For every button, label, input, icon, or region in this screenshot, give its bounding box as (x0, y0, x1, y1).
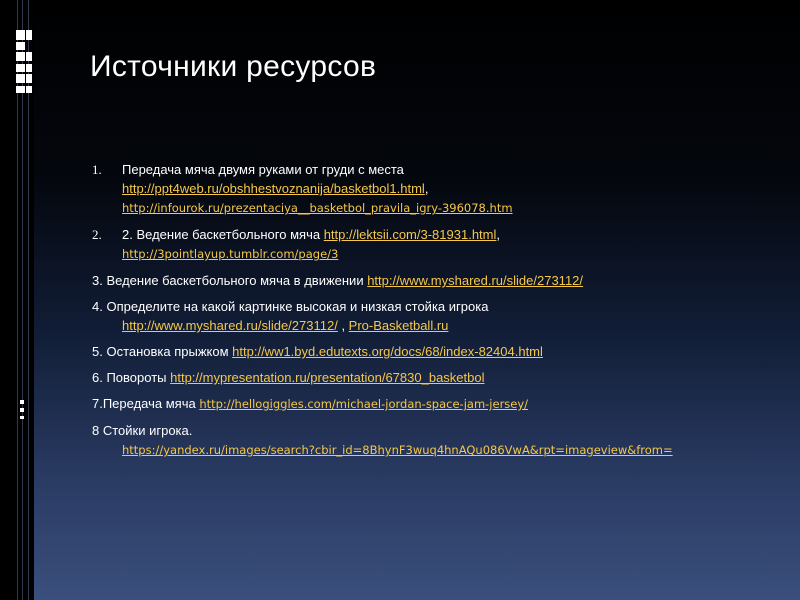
list-item: 2. 2. Ведение баскетбольного мяча http://lektsii.com/3-81931.html, http://3pointlayup.tumblr.com/page/3 (92, 225, 782, 264)
link[interactable]: http://www.myshared.ru/slide/273112/ (122, 318, 338, 333)
link[interactable]: http://infourok.ru/prezentaciya__basketbol_pravila_igry-396078.htm (122, 201, 513, 215)
list-item: 4. Определите на какой картинке высокая и низкая стойка игрока http://www.myshared.ru/slide/273112/ , Pro-Basketball.ru (92, 297, 782, 335)
link[interactable]: http://ppt4web.ru/obshhestvoznanija/basketbol1.html (122, 181, 425, 196)
item-text: 8 Стойки игрока. (92, 423, 193, 438)
item-number: 1. (92, 162, 102, 177)
list-item (92, 368, 782, 387)
link[interactable]: http://hellogiggles.com/michael-jordan-space-jam-jersey/ (199, 397, 529, 411)
item-text: 5. Остановка прыжком (92, 344, 233, 359)
list-item (92, 394, 782, 414)
list-item (92, 342, 782, 361)
link[interactable]: https://yandex.ru/images/search?cbir_id=8BhynF3wuq4hnAQu086VwA&rpt=imageview&from= (122, 443, 673, 457)
item-text: 6. Повороты (92, 370, 171, 385)
item-text: Передача мяча двумя руками от груди с места (122, 162, 404, 177)
link[interactable]: http://mypresentation.ru/presentation/67830_basketbol (170, 370, 485, 385)
link[interactable]: Pro-Basketball.ru (348, 318, 449, 333)
link[interactable]: http://lektsii.com/3-81931.html (323, 227, 497, 242)
list-item (92, 271, 782, 290)
item-text: 4. Определите на какой картинке высокая и низкая стойка игрока (92, 299, 489, 314)
list-item (92, 421, 782, 460)
link[interactable]: http://ww1.byd.edutexts.org/docs/68/index-82404.html (232, 344, 543, 359)
link[interactable]: http://www.myshared.ru/slide/273112/ (367, 273, 584, 288)
decorative-squares (14, 0, 34, 600)
page-title: Источники ресурсов (90, 50, 377, 83)
link[interactable]: http://3pointlayup.tumblr.com/page/3 (122, 247, 339, 261)
resource-list (92, 160, 782, 467)
item-text: 3. Ведение баскетбольного мяча в движении (92, 273, 368, 288)
item-text: 2. Ведение баскетбольного мяча (122, 227, 324, 242)
item-number: 2. (92, 227, 102, 242)
item-text: 7.Передача мяча (92, 396, 200, 411)
list-item: 1. Передача мяча двумя руками от груди с места http://ppt4web.ru/obshhestvoznanija/basketbol1.html, http://infourok.ru/prezentaciya__basketbol_pravila_igry-396078.htm (92, 160, 782, 218)
